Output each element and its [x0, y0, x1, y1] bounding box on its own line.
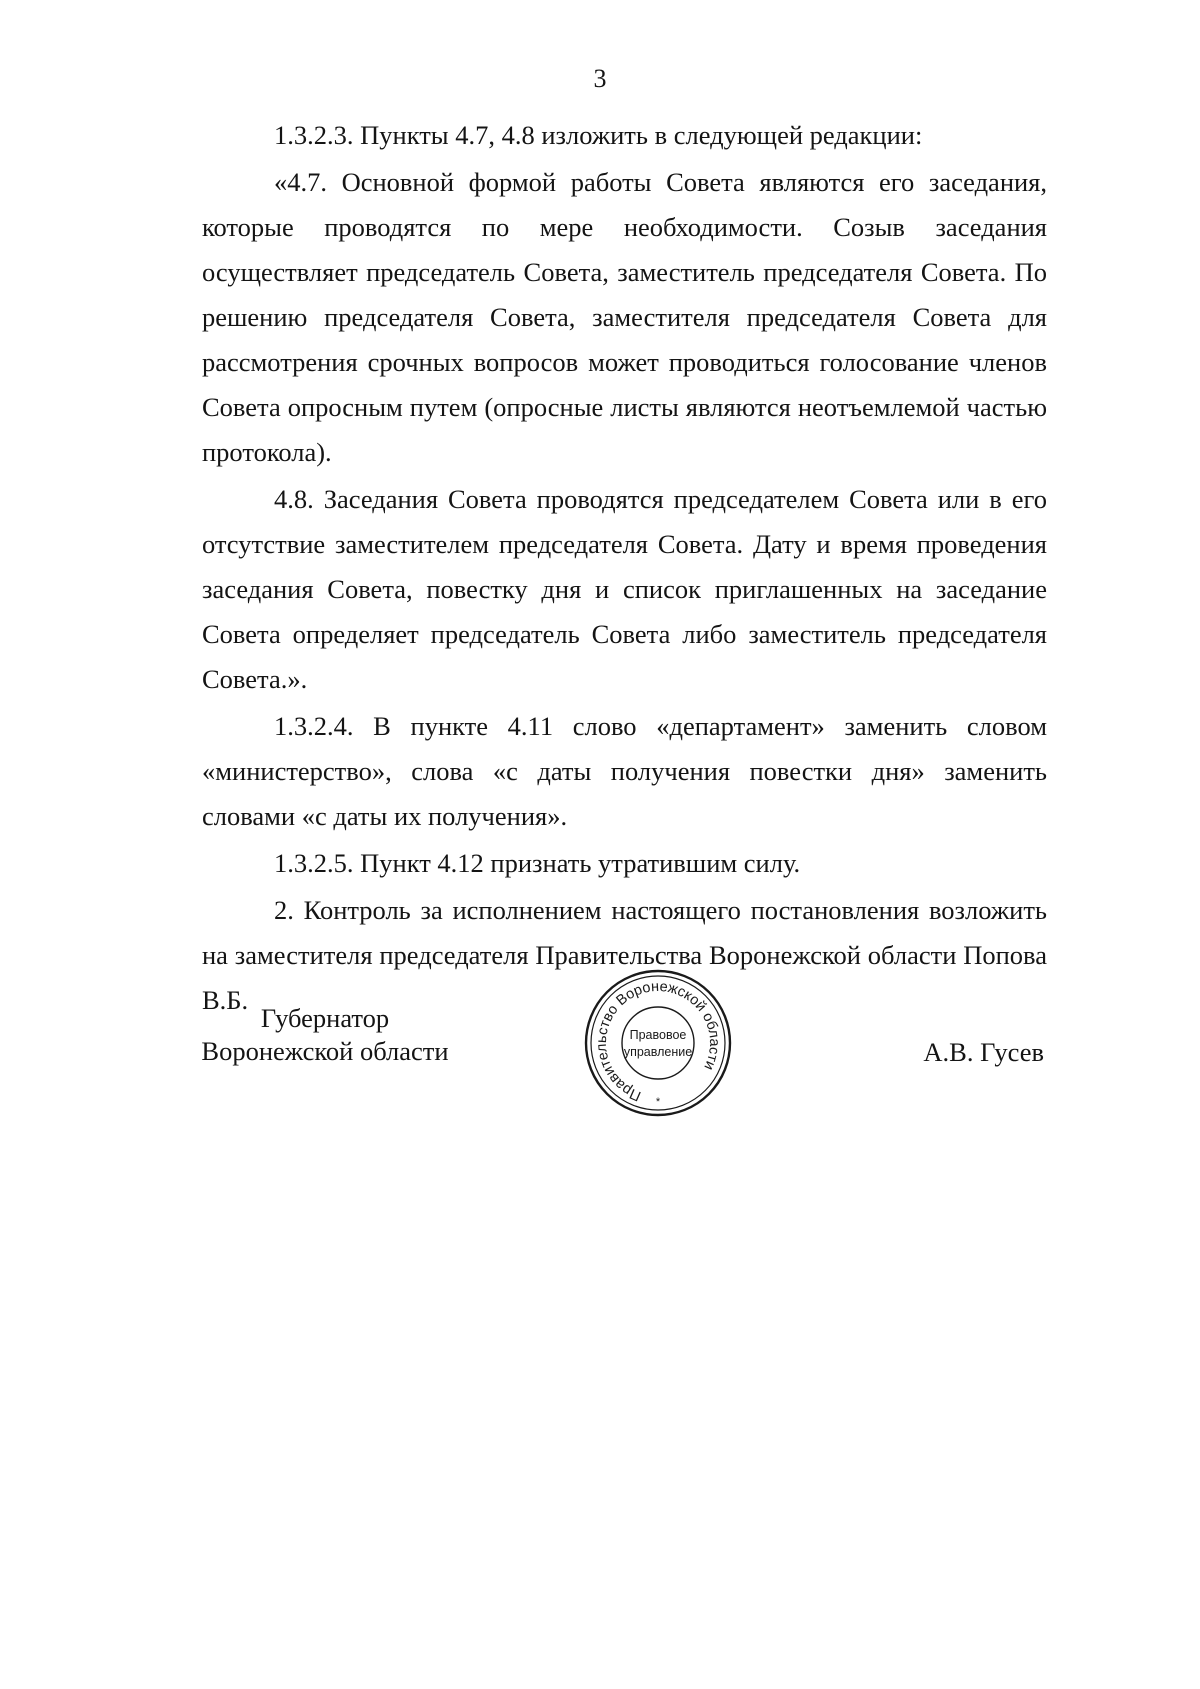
signatory-title-line1: Губернатор [260, 1003, 390, 1033]
paragraph-1-3-2-3: 1.3.2.3. Пункты 4.7, 4.8 изложить в следующей редакции: [274, 120, 923, 150]
stamp-inner-line1: Правовое [629, 1028, 687, 1042]
stamp-outer-text: Правительство Воронежской области [593, 978, 723, 1104]
signatory-name: А.В. Гусев [923, 1037, 1044, 1067]
stamp-star: * [655, 1096, 661, 1108]
signatory-title-line2: Воронежской области [201, 1036, 449, 1066]
stamp-inner-line2: управление [623, 1045, 693, 1059]
paragraph-2-control: 2. Контроль за исполнением настоящего постановления возложить на заместителя председателя Правительства Воронежской области Попова В.Б. [202, 895, 1047, 1015]
paragraph-1-3-2-5: 1.3.2.5. Пункт 4.12 признать утратившим силу. [274, 848, 801, 878]
signatory-title [190, 1002, 460, 1068]
document-body [202, 113, 1047, 1025]
official-stamp [583, 968, 733, 1118]
paragraph-1-3-2-4: 1.3.2.4. В пункте 4.11 слово «департамент» заменить словом «министерство», слова «с даты получения повестки дня» заменить словами «с даты их получения». [202, 711, 1047, 831]
paragraph-4-7: «4.7. Основной формой работы Совета являются его заседания, которые проводятся по мере необходимости. Созыв заседания осуществляет председатель Совета, заместитель председателя Совета. По решению председателя Совета, заместителя председателя Совета для рассмотрения срочных вопросов может проводиться голосование членов Совета опросным путем (опросные листы являются неотъемлемой частью протокола). [202, 167, 1047, 467]
paragraph-4-8: 4.8. Заседания Совета проводятся председателем Совета или в его отсутствие заместителем председателя Совета. Дату и время проведения заседания Совета, повестку дня и список приглашенных на заседание Совета определяет председатель Совета либо заместитель председателя Совета.». [202, 484, 1047, 694]
page-number: 3 [593, 64, 607, 93]
